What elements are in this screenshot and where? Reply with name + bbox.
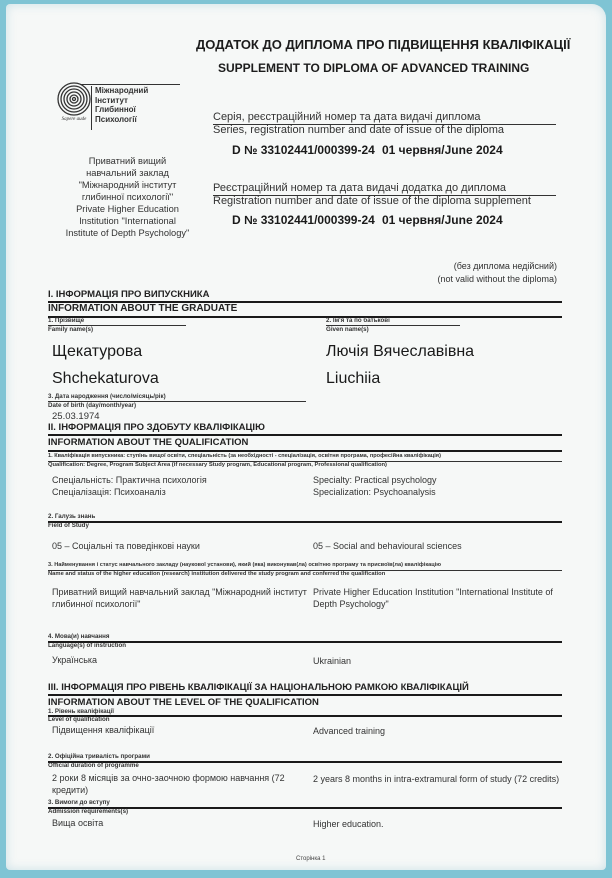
dob-label-en: Date of birth (day/month/year) [48, 402, 137, 409]
dob-label-uk: 3. Дата народження (число/місяць/рік) [48, 393, 166, 400]
given-name-en: Liuchiia [326, 370, 381, 387]
level-uk: Підвищення кваліфікації [52, 725, 155, 735]
diploma-number: D № 33102441/000399-24 [232, 143, 375, 157]
family-name-uk: Щекатурова [52, 343, 143, 360]
duration-label-uk: 2. Офіційна тривалість програми [48, 753, 150, 760]
rule [48, 694, 562, 696]
level-label-uk: 1. Рівень кваліфікації [48, 708, 114, 715]
level-label-en: Level of qualification [48, 716, 110, 723]
language-label-en: Language(s) of instruction [48, 642, 127, 649]
title-uk: ДОДАТОК ДО ДИПЛОМА ПРО ПІДВИЩЕННЯ КВАЛІФІКАЦІЇ [196, 37, 571, 52]
rule [48, 434, 562, 436]
institution-label-uk: 3. Найменування і статус навчального закладу (наукової установи), який (яка) виконував(ла) освітню програму та присвоїв(ла) кваліфікацію [48, 562, 442, 568]
family-label-en: Family name(s) [48, 326, 94, 333]
specialty-en: Specialty: Practical psychology [313, 475, 437, 485]
logo-rule [80, 84, 180, 85]
logo-line: Психології [95, 114, 137, 124]
page-number: Сторінка 1 [296, 856, 326, 862]
field-label-uk: 2. Галузь знань [48, 513, 96, 520]
section1-title-uk: I. ІНФОРМАЦІЯ ПРО ВИПУСКНИКА [48, 289, 210, 300]
qualification-label-en: Qualification: Degree, Program Subject Area (if necessary Study program, Educational program, Professional qualification) [48, 462, 387, 468]
supplement-number: D № 33102441/000399-24 [232, 213, 375, 227]
institution-line: глибинної психології" [81, 192, 174, 202]
institution-name [60, 155, 195, 239]
qualification-label-uk: 1. Кваліфікація випускника: ступінь вищої освіти, спеціальність (за необхідності - спеціалізація, освітня програма, професійна кваліфікація) [48, 453, 441, 459]
logo-motto: Sapere aude [61, 117, 87, 122]
diploma-label-uk: Серія, реєстраційний номер та дата видачі диплома [213, 111, 481, 123]
validity-en: (not valid without the diploma) [437, 274, 557, 284]
supplement-label-uk: Реєстраційний номер та дата видачі додатка до диплома [213, 182, 507, 194]
admission-label-uk: 3. Вимоги до вступу [48, 799, 110, 806]
title-en: SUPPLEMENT TO DIPLOMA OF ADVANCED TRAINING [218, 61, 530, 75]
language-label-uk: 4. Мова(и) навчання [48, 633, 110, 640]
institution-uk: Приватний вищий навчальний заклад "Міжнародний інститут [52, 587, 307, 597]
institution-line: навчальний заклад [86, 168, 169, 178]
level-en: Advanced training [313, 726, 386, 736]
institution-uk: глибинної психології" [52, 599, 141, 609]
duration-uk: кредити) [52, 785, 89, 795]
field-en: 05 – Social and behavioural sciences [313, 541, 462, 551]
given-label-en: Given name(s) [326, 326, 369, 333]
institution-en: Private Higher Education Institution "International Institute of [313, 587, 553, 597]
section1-title-en: INFORMATION ABOUT THE GRADUATE [48, 303, 238, 314]
spiral-logo-icon [55, 82, 95, 122]
admission-uk: Вища освіта [52, 818, 104, 828]
logo-line: Міжнародний [95, 86, 149, 95]
language-uk: Українська [52, 655, 98, 665]
logo-line: Глибинної [95, 105, 136, 114]
admission-en: Higher education. [313, 819, 384, 829]
section3-title-uk: III. ІНФОРМАЦІЯ ПРО РІВЕНЬ КВАЛІФІКАЦІЇ ЗА НАЦІОНАЛЬНОЮ РАМКОЮ КВАЛІФІКАЦІЙ [48, 682, 469, 693]
duration-uk: 2 роки 8 місяців за очно-заочною формою навчання (72 [52, 773, 285, 783]
institution-line: Приватний вищий [88, 156, 167, 166]
section2-title-uk: II. ІНФОРМАЦІЯ ПРО ЗДОБУТУ КВАЛІФІКАЦІЮ [48, 422, 265, 433]
institution-line: "Міжнародний інститут [78, 180, 177, 190]
language-en: Ukrainian [313, 656, 352, 666]
specialization-en: Specialization: Psychoanalysis [313, 487, 436, 497]
logo-divider [91, 86, 92, 130]
specialty-uk: Спеціальність: Практична психологія [52, 475, 207, 485]
rule [48, 715, 562, 717]
institution-line: Institute of Depth Psychology" [65, 228, 190, 238]
section3-title-en: INFORMATION ABOUT THE LEVEL OF THE QUALIFICATION [48, 697, 319, 708]
field-uk: 05 – Соціальні та поведінкові науки [52, 541, 200, 551]
supplement-date: 01 червня/June 2024 [382, 213, 503, 227]
given-label-uk: 2. Ім'я та по батькові [326, 317, 390, 324]
diploma-date: 01 червня/June 2024 [382, 143, 503, 157]
supplement-label-en: Registration number and date of issue of the diploma supplement [213, 195, 531, 207]
rule [48, 521, 562, 523]
duration-label-en: Official duration of programme [48, 762, 139, 769]
family-name-en: Shchekaturova [52, 370, 159, 387]
admission-label-en: Admission requirements(s) [48, 808, 129, 815]
field-label-en: Field of Study [48, 522, 89, 529]
duration-en: 2 years 8 months in intra-extramural form of study (72 credits) [313, 774, 560, 784]
logo-line: Інститут [95, 95, 128, 105]
section2-title-en: INFORMATION ABOUT THE QUALIFICATION [48, 437, 249, 448]
dob-value: 25.03.1974 [52, 411, 100, 422]
validity-uk: (без диплома недійсний) [453, 261, 557, 271]
rule [48, 450, 562, 452]
institution-line: Private Higher Education [76, 204, 179, 214]
institution-label-en: Name and status of the higher education (research) institution delivered the study program and conferred the qualification [48, 571, 386, 577]
given-name-uk: Лючія Вячеславівна [326, 343, 475, 360]
institution-en: Depth Psychology" [313, 599, 389, 609]
rule [48, 316, 562, 318]
family-label-uk: 1. Прізвище [48, 317, 85, 324]
institution-line: Institution "International [79, 216, 176, 226]
diploma-label-en: Series, registration number and date of issue of the diploma [213, 124, 505, 136]
logo-name [95, 86, 148, 124]
specialization-uk: Спеціалізація: Психоаналіз [52, 487, 166, 497]
